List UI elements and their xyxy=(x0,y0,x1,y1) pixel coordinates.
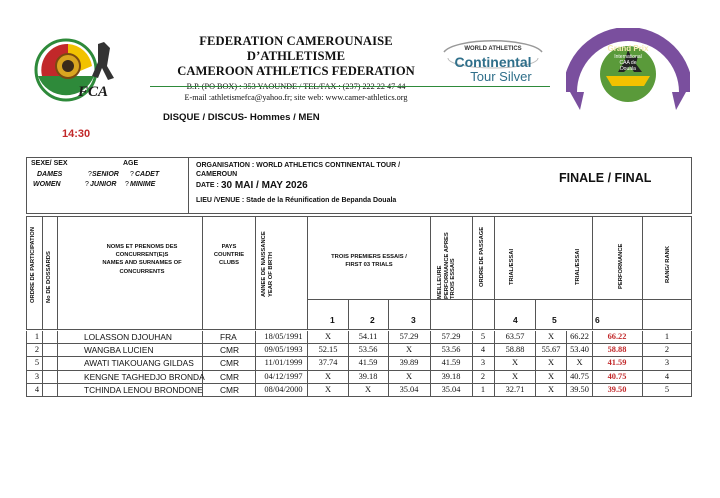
header-performance: PERFORMANCE xyxy=(618,243,624,289)
cell-t4: X xyxy=(511,358,519,368)
cell-perf: 39.50 xyxy=(607,384,627,394)
cell-name: AWATI TIAKOUANG GILDAS xyxy=(84,358,194,369)
venue: LIEU /VENUE : Stade de la Réunification de Bepanda Douala xyxy=(196,197,397,204)
table-row xyxy=(26,371,692,384)
sex-label: SEXE/ SEX xyxy=(31,160,68,167)
trial-number-6: 6 xyxy=(595,315,600,325)
cell-t5: X xyxy=(547,371,555,381)
cell-t3: 57.29 xyxy=(399,332,419,341)
cell-t6: 40.75 xyxy=(570,371,589,381)
ct-logo-line2: Tour Silver xyxy=(470,69,532,84)
dames-label: DAMES xyxy=(37,171,63,178)
cell-order: 1 xyxy=(34,332,40,341)
cell-t6: 66.22 xyxy=(570,332,589,341)
header-best-three: MEILLEURE PERFORMANCE APRES TROIS ESSAIS xyxy=(437,232,456,299)
cell-rank: 2 xyxy=(664,345,670,355)
cell-birth: 18/05/1991 xyxy=(264,332,303,341)
cell-t1: X xyxy=(324,384,332,394)
cadet-label: CADET xyxy=(135,171,160,178)
table-row xyxy=(26,331,692,344)
header-rank: RANG/ RANK xyxy=(665,245,671,283)
cell-t6: 53.40 xyxy=(570,345,589,355)
header-birth-year: ANNEE DE NAISSANCE YEAR OF BIRTH xyxy=(261,231,274,297)
cell-order: 2 xyxy=(34,345,40,355)
date-label: DATE : xyxy=(196,182,219,189)
header-participation-order: ORDRE DE PARTICIPATION xyxy=(30,226,36,303)
header-country-line1: PAYS xyxy=(221,244,237,250)
cell-t4: X xyxy=(511,371,519,381)
cell-order: 4 xyxy=(34,384,40,394)
cell-passage: 5 xyxy=(480,332,486,341)
header-names-line2: CONCURRENT(E)S xyxy=(115,252,169,259)
event-info-box xyxy=(26,157,692,214)
cell-t5: X xyxy=(547,332,555,341)
cell-best: 39.18 xyxy=(441,371,461,381)
cell-passage: 4 xyxy=(480,345,486,355)
final-section xyxy=(524,158,691,213)
cell-best: 35.04 xyxy=(441,384,461,394)
svg-text:FCA: FCA xyxy=(78,84,109,100)
final-label: FINALE / FINAL xyxy=(559,171,652,185)
gp-logo-line1: Grand Prix xyxy=(607,44,649,53)
cell-t4: 32.71 xyxy=(505,384,525,394)
cell-best: 57.29 xyxy=(441,332,461,341)
cell-name: LOLASSON DJOUHAN xyxy=(84,332,172,342)
junior-checkbox: ? xyxy=(85,181,89,188)
continental-tour-logo xyxy=(440,38,546,90)
cell-birth: 04/12/1997 xyxy=(264,371,303,381)
cell-passage: 2 xyxy=(480,371,486,381)
table-row xyxy=(26,357,692,370)
header-country-line3: CLUBS xyxy=(219,260,239,267)
org-line1: ORGANISATION : WORLD ATHLETICS CONTINENTAL TOUR / xyxy=(196,162,401,169)
trial-number-5: 5 xyxy=(552,315,557,325)
gp-logo-line3: CAA de xyxy=(619,60,637,66)
cell-t6: 39.50 xyxy=(570,384,589,394)
cell-t2: 54.11 xyxy=(358,332,378,341)
cell-name: WANGBA LUCIEN xyxy=(84,345,154,356)
header-names xyxy=(87,243,197,276)
women-label: WOMEN xyxy=(33,181,61,188)
cell-country: CMR xyxy=(220,371,240,382)
cell-t4: 63.57 xyxy=(505,332,525,341)
cell-birth: 09/05/1993 xyxy=(264,345,303,355)
org-line2: CAMEROUN xyxy=(196,171,238,178)
cell-t5: 55.67 xyxy=(541,345,561,355)
event-title: DISQUE / DISCUS- Hommes / MEN xyxy=(163,112,320,123)
cell-t3: 35.04 xyxy=(399,384,419,394)
header-country xyxy=(203,243,255,268)
cell-t3: X xyxy=(405,371,413,381)
header-first-three xyxy=(309,253,429,269)
trial-number-2: 2 xyxy=(370,315,375,325)
cell-rank: 4 xyxy=(664,371,670,381)
cell-name: TCHINDA LENOU BRONDONE xyxy=(84,384,203,395)
cell-rank: 5 xyxy=(664,384,670,394)
cell-passage: 3 xyxy=(480,358,486,368)
trial-number-3: 3 xyxy=(411,315,416,325)
header-trial-b: TRIAL/ESSAI xyxy=(575,248,581,285)
cell-t2: X xyxy=(364,384,372,394)
cell-t3: 39.89 xyxy=(399,358,419,368)
cell-perf: 41.59 xyxy=(607,358,627,368)
cell-perf: 40.75 xyxy=(607,371,627,381)
header-country-line2: COUNTRIE xyxy=(213,252,245,259)
sex-age-section xyxy=(27,158,189,213)
cell-country: CMR xyxy=(220,358,240,369)
trial-number-4: 4 xyxy=(513,315,518,325)
date-value: 30 MAI / MAY 2026 xyxy=(221,180,308,191)
cell-order: 3 xyxy=(34,371,40,381)
fca-logo xyxy=(28,36,146,106)
cell-t6: X xyxy=(576,358,583,368)
header-trial-a: TRIAL/ESSAI xyxy=(509,248,515,285)
cell-perf: 66.22 xyxy=(607,332,627,341)
trial-number-1: 1 xyxy=(330,315,335,325)
cell-t3: X xyxy=(405,345,413,355)
cell-birth: 11/01/1999 xyxy=(264,358,303,368)
ct-logo-small: WORLD ATHLETICS xyxy=(464,46,522,52)
cell-passage: 1 xyxy=(480,384,486,394)
federation-title-fr: FEDERATION CAMEROUNAISE D’ATHLETISME xyxy=(199,34,393,63)
cell-country: CMR xyxy=(220,345,240,356)
gp-logo-line2: International xyxy=(614,54,642,60)
cell-t1: 37.74 xyxy=(318,358,338,368)
cell-t1: X xyxy=(324,332,332,341)
senior-label: SENIOR xyxy=(92,171,119,178)
cell-t1: X xyxy=(324,371,332,381)
cell-t5: X xyxy=(547,384,555,394)
header-names-line1: NOMS ET PRENOMS DES xyxy=(106,244,178,250)
cell-t4: 58.88 xyxy=(505,345,525,355)
header-names-line4: CONCURRENTS xyxy=(119,268,165,275)
header-first-three-line2: FIRST 03 TRIALS xyxy=(345,262,393,269)
organisation-section xyxy=(189,158,524,213)
table-row xyxy=(26,344,692,357)
cell-country: CMR xyxy=(220,384,240,395)
header-passage-order: ORDRE DE PASSAGE xyxy=(479,226,485,287)
results-table-header xyxy=(26,216,692,330)
header-names-line3: NAMES AND SURNAMES OF xyxy=(102,260,182,267)
cell-t2: 39.18 xyxy=(358,371,378,381)
federation-contact: E-mail :athletismefca@yahoo.fr; site web: www.camer-athletics.org xyxy=(184,93,408,102)
federation-address: B.P. (PO BOX) : 353 YAOUNDE / TEL/FAX : (237) 222 22 47 44 xyxy=(186,82,406,91)
cell-rank: 3 xyxy=(664,358,670,368)
header-first-three-line1: TROIS PREMIERS ESSAIS / xyxy=(331,254,407,260)
cell-rank: 1 xyxy=(664,332,670,341)
cell-country: FRA xyxy=(220,332,237,342)
cell-t2: 41.59 xyxy=(358,358,378,368)
gp-logo-line4: Douala xyxy=(620,66,636,72)
cell-birth: 08/04/2000 xyxy=(264,384,303,394)
senior-checkbox: ? xyxy=(88,171,92,178)
cell-best: 53.56 xyxy=(441,345,461,355)
table-row xyxy=(26,384,692,397)
cadet-checkbox: ? xyxy=(130,171,134,178)
cell-name: KENGNE TAGHEDJO BRONDA xyxy=(84,371,205,382)
cell-best: 41.59 xyxy=(441,358,461,368)
federation-header xyxy=(150,34,442,103)
cell-perf: 58.88 xyxy=(607,345,627,355)
cell-t5: X xyxy=(547,358,555,368)
federation-title-en: CAMEROON ATHLETICS FEDERATION xyxy=(177,64,415,78)
minime-checkbox: ? xyxy=(125,181,129,188)
cell-order: 5 xyxy=(34,358,40,368)
grand-prix-logo xyxy=(566,28,690,112)
event-time: 14:30 xyxy=(62,128,91,140)
age-label: AGE xyxy=(123,160,139,167)
minime-label: MINIME xyxy=(130,181,156,188)
header-bib-number: No DE DOSSARDS xyxy=(46,251,52,303)
cell-t1: 52.15 xyxy=(318,345,338,355)
junior-label: JUNIOR xyxy=(90,181,117,188)
cell-t2: 53.56 xyxy=(358,345,378,355)
ct-logo-line1: Continental xyxy=(454,54,532,70)
